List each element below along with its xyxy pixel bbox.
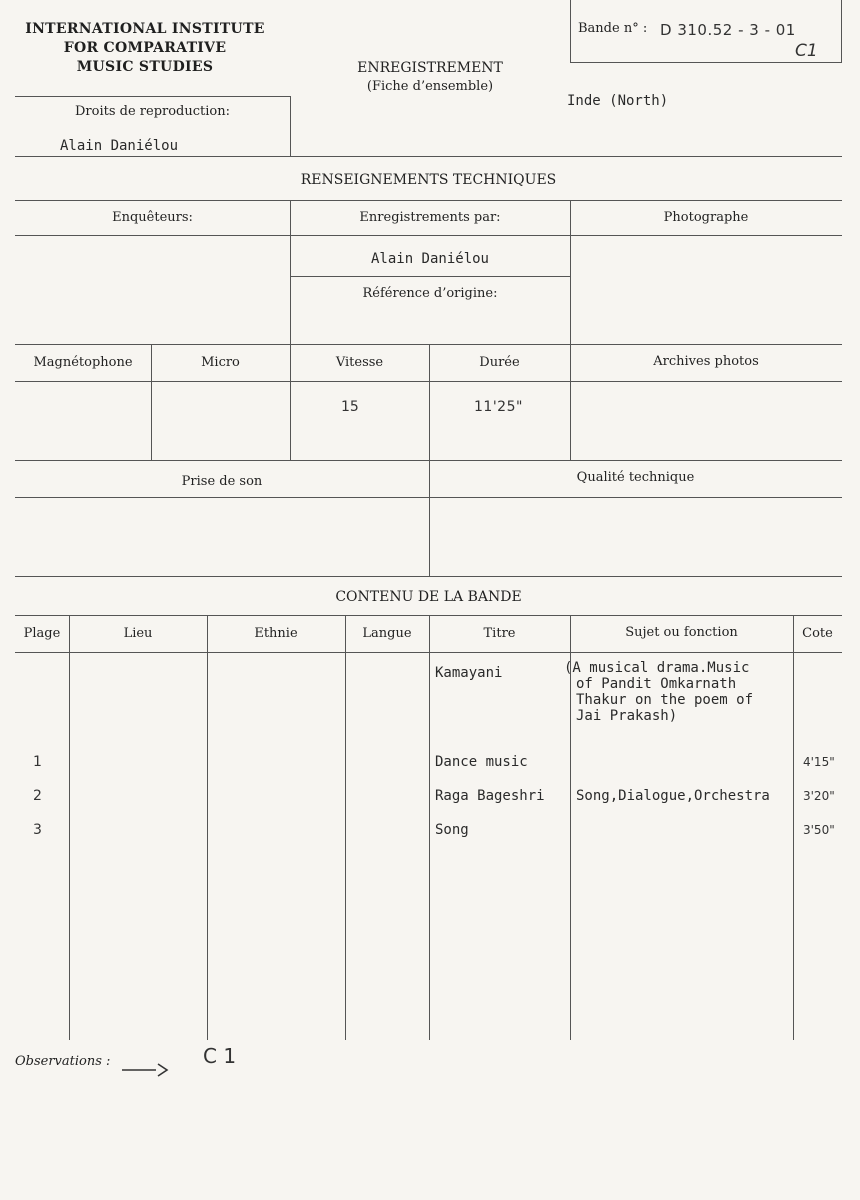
institute-name (10, 20, 280, 77)
column-header-plage: Plage (23, 626, 61, 641)
column-header-titre: Titre (483, 626, 516, 641)
observations-value: C 1 (203, 1044, 237, 1068)
vitesse-value: 15 (341, 399, 359, 415)
sujet-line: of Pandit Omkarnath (576, 676, 737, 692)
table-row-0-titre: Kamayani (435, 665, 503, 681)
table-row-2-cote: 3'20" (803, 789, 835, 803)
form-title: ENREGISTREMENT (357, 60, 503, 76)
sujet-line: Thakur on the poem of (576, 692, 754, 708)
technical-section-title: RENSEIGNEMENTS TECHNIQUES (300, 172, 557, 188)
table-row-3-cote: 3'50" (803, 823, 835, 837)
country: Inde (North) (567, 93, 669, 109)
table-row-1-titre: Dance music (435, 754, 528, 770)
observations-label: Observations : (15, 1054, 111, 1069)
bande-number: D 310.52 - 3 - 01 (660, 21, 796, 39)
duree-value: 11'25" (474, 399, 523, 415)
column-header-sujet: Sujet ou fonction (625, 625, 738, 640)
enregistrements-value: Alain Daniélou (370, 251, 489, 267)
photographe-label: Photographe (663, 210, 749, 225)
table-row-3-plage: 3 (33, 822, 42, 838)
institute-line-1: INTERNATIONAL INSTITUTE (25, 21, 265, 37)
contents-section-title: CONTENU DE LA BANDE (335, 589, 522, 605)
column-header-ethnie: Ethnie (254, 626, 298, 641)
table-row-2-sujet: Song,Dialogue,Orchestra (576, 788, 770, 804)
table-row-0-sujet (564, 660, 753, 724)
sujet-line: (A musical drama.Music (564, 660, 750, 676)
prise-de-son-label: Prise de son (181, 474, 263, 489)
archives-label: Archives photos (653, 354, 759, 369)
institute-line-3: MUSIC STUDIES (76, 59, 214, 75)
duree-label: Durée (479, 355, 520, 370)
column-header-langue: Langue (362, 626, 412, 641)
reference-label: Référence d’origine: (362, 286, 498, 301)
column-header-cote: Cote (802, 626, 833, 641)
rights-label: Droits de reproduction: (74, 104, 230, 119)
table-row-1-cote: 4'15" (803, 755, 835, 769)
arrow-icon (120, 1058, 172, 1078)
micro-label: Micro (201, 355, 240, 370)
enregistrements-label: Enregistrements par: (359, 210, 501, 225)
form-subtitle: (Fiche d’ensemble) (366, 79, 494, 94)
qualite-technique-label: Qualité technique (576, 470, 695, 485)
table-row-1-plage: 1 (33, 754, 42, 770)
magnetophone-label: Magnétophone (33, 355, 133, 370)
table-row-3-titre: Song (435, 822, 469, 838)
enqueteurs-label: Enquêteurs: (112, 210, 193, 225)
bande-note: C1 (795, 41, 818, 61)
table-row-2-titre: Raga Bageshri (435, 788, 545, 804)
bande-label: Bande n° : (578, 21, 648, 36)
sujet-line: Jai Prakash) (576, 708, 678, 724)
vitesse-label: Vitesse (335, 355, 384, 370)
institute-line-2: FOR COMPARATIVE (63, 40, 227, 56)
rights-value: Alain Daniélou (60, 138, 179, 154)
column-header-lieu: Lieu (123, 626, 153, 641)
table-row-2-plage: 2 (33, 788, 42, 804)
